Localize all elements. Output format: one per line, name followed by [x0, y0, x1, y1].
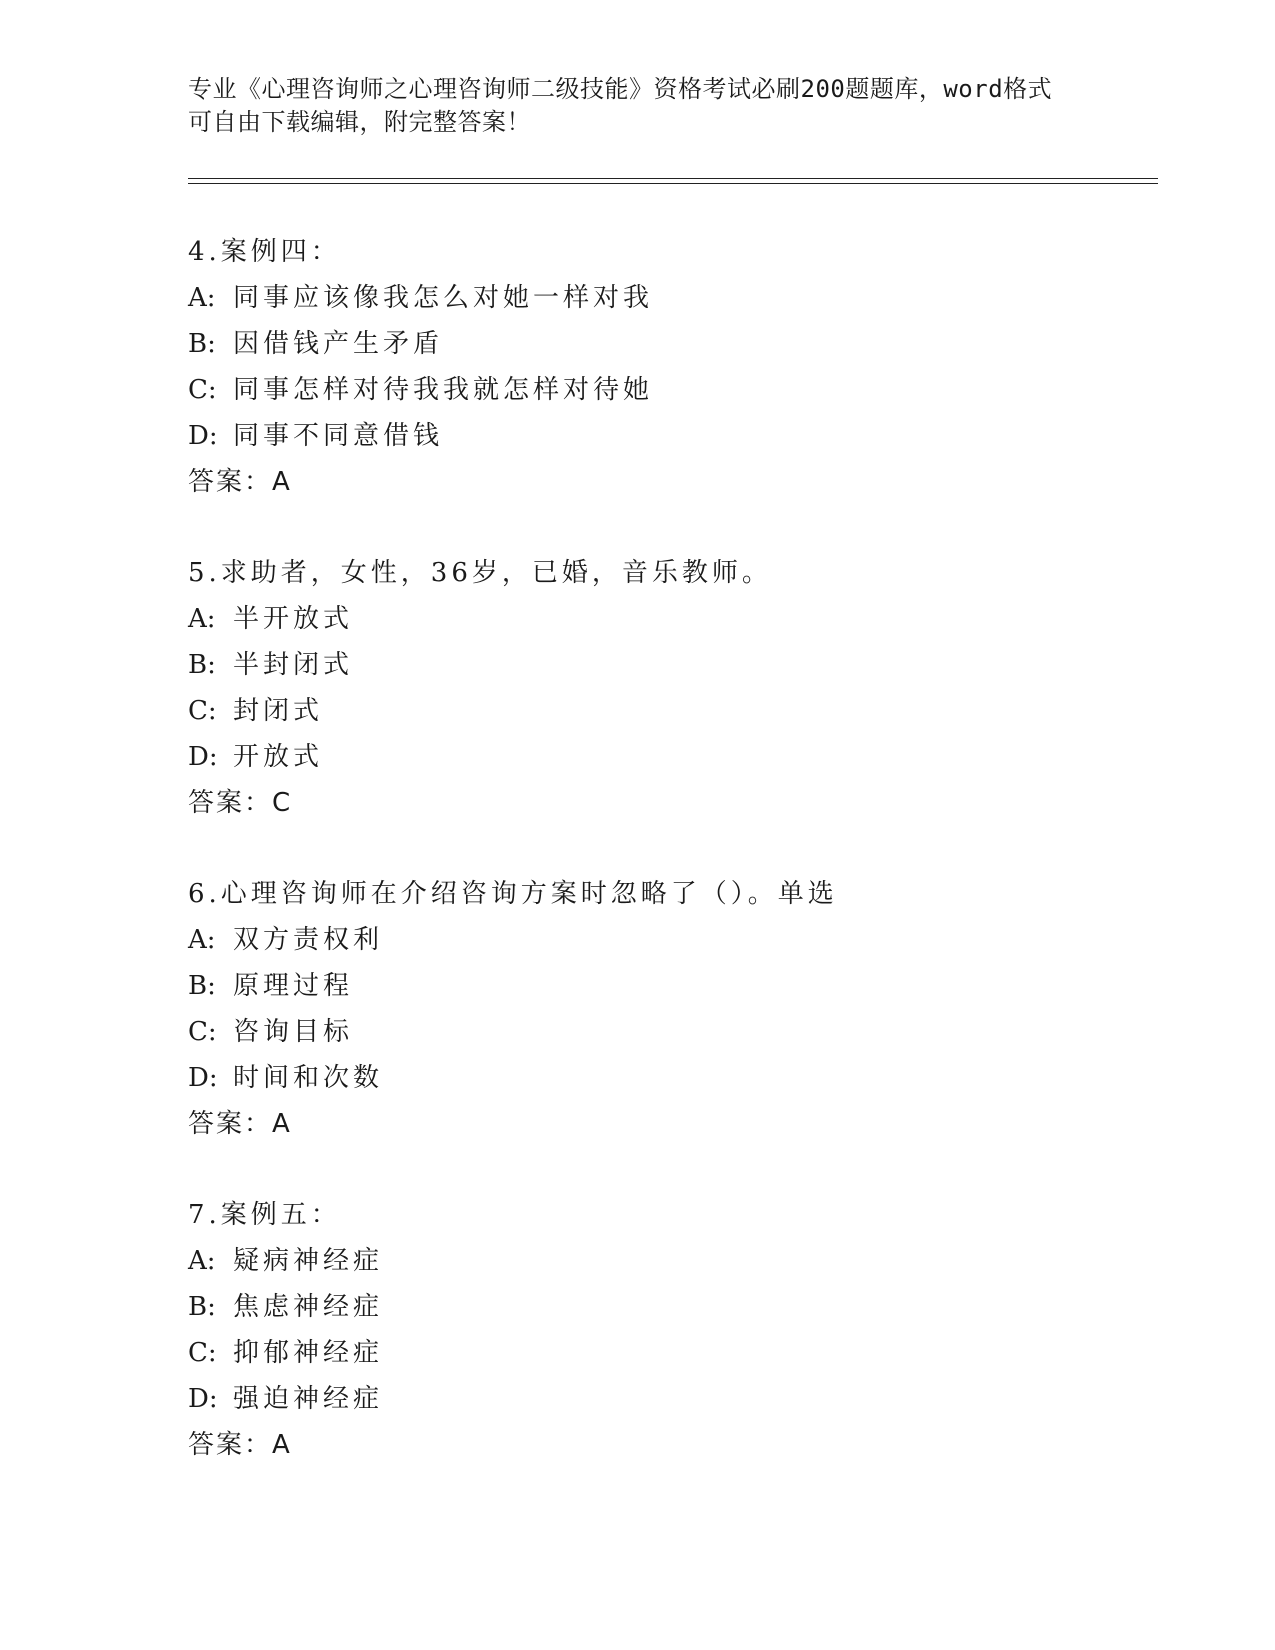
option-text: 抑郁神经症 — [233, 1338, 384, 1368]
option-key: C: — [188, 1338, 217, 1368]
option-text: 开放式 — [233, 742, 324, 772]
question-item — [188, 550, 1148, 826]
option-key: C: — [188, 375, 217, 405]
option-c — [188, 1009, 1148, 1055]
option-b — [188, 321, 1148, 367]
option-text: 同事怎样对待我我就怎样对待她 — [233, 375, 654, 405]
option-d — [188, 413, 1148, 459]
header-line-2: 可自由下载编辑，附完整答案！ — [188, 108, 531, 136]
option-text: 半封闭式 — [233, 650, 354, 680]
option-a — [188, 1238, 1148, 1284]
option-text: 焦虑神经症 — [233, 1292, 384, 1322]
option-key: C: — [188, 696, 217, 726]
option-text: 半开放式 — [233, 604, 354, 634]
option-key: D: — [188, 1063, 218, 1093]
option-key: A: — [188, 1246, 216, 1276]
option-d — [188, 734, 1148, 780]
option-key: B: — [188, 650, 216, 680]
header-line-1: 专业《心理咨询师之心理咨询师二级技能》资格考试必刷200题题库，word格式 — [188, 75, 1053, 103]
header-divider-bottom — [188, 183, 1158, 184]
answer-line: 答案：A — [188, 1109, 292, 1139]
option-text: 咨询目标 — [233, 1017, 354, 1047]
question-item — [188, 871, 1148, 1147]
option-d — [188, 1376, 1148, 1422]
option-text: 同事不同意借钱 — [233, 421, 444, 451]
question-stem: 6.心理咨询师在介绍咨询方案时忽略了（）。单选 — [188, 879, 838, 909]
answer-line: 答案：A — [188, 1430, 292, 1460]
option-c — [188, 1330, 1148, 1376]
option-c — [188, 367, 1148, 413]
option-key: B: — [188, 1292, 216, 1322]
option-key: D: — [188, 1384, 218, 1414]
option-key: A: — [188, 604, 216, 634]
question-stem: 5.求助者，女性，36岁，已婚，音乐教师。 — [188, 558, 772, 588]
option-text: 同事应该像我怎么对她一样对我 — [233, 283, 654, 313]
option-text: 疑病神经症 — [233, 1246, 384, 1276]
option-key: D: — [188, 742, 218, 772]
option-key: A: — [188, 925, 216, 955]
option-a — [188, 917, 1148, 963]
question-stem: 4.案例四： — [188, 237, 341, 267]
answer-line: 答案：C — [188, 788, 293, 818]
option-text: 强迫神经症 — [233, 1384, 384, 1414]
option-text: 双方责权利 — [233, 925, 384, 955]
option-d — [188, 1055, 1148, 1101]
option-c — [188, 688, 1148, 734]
option-text: 封闭式 — [233, 696, 324, 726]
question-item — [188, 229, 1148, 505]
answer-line: 答案：A — [188, 467, 292, 497]
option-b — [188, 963, 1148, 1009]
option-text: 原理过程 — [233, 971, 354, 1001]
option-text: 因借钱产生矛盾 — [233, 329, 444, 359]
option-key: B: — [188, 971, 216, 1001]
option-a — [188, 275, 1148, 321]
option-key: A: — [188, 283, 216, 313]
option-key: D: — [188, 421, 218, 451]
document-header — [188, 73, 1088, 139]
option-key: B: — [188, 329, 216, 359]
option-b — [188, 642, 1148, 688]
question-item — [188, 1192, 1148, 1468]
question-stem: 7.案例五： — [188, 1200, 341, 1230]
option-a — [188, 596, 1148, 642]
option-text: 时间和次数 — [233, 1063, 384, 1093]
header-divider-top — [188, 178, 1158, 179]
option-key: C: — [188, 1017, 217, 1047]
option-b — [188, 1284, 1148, 1330]
